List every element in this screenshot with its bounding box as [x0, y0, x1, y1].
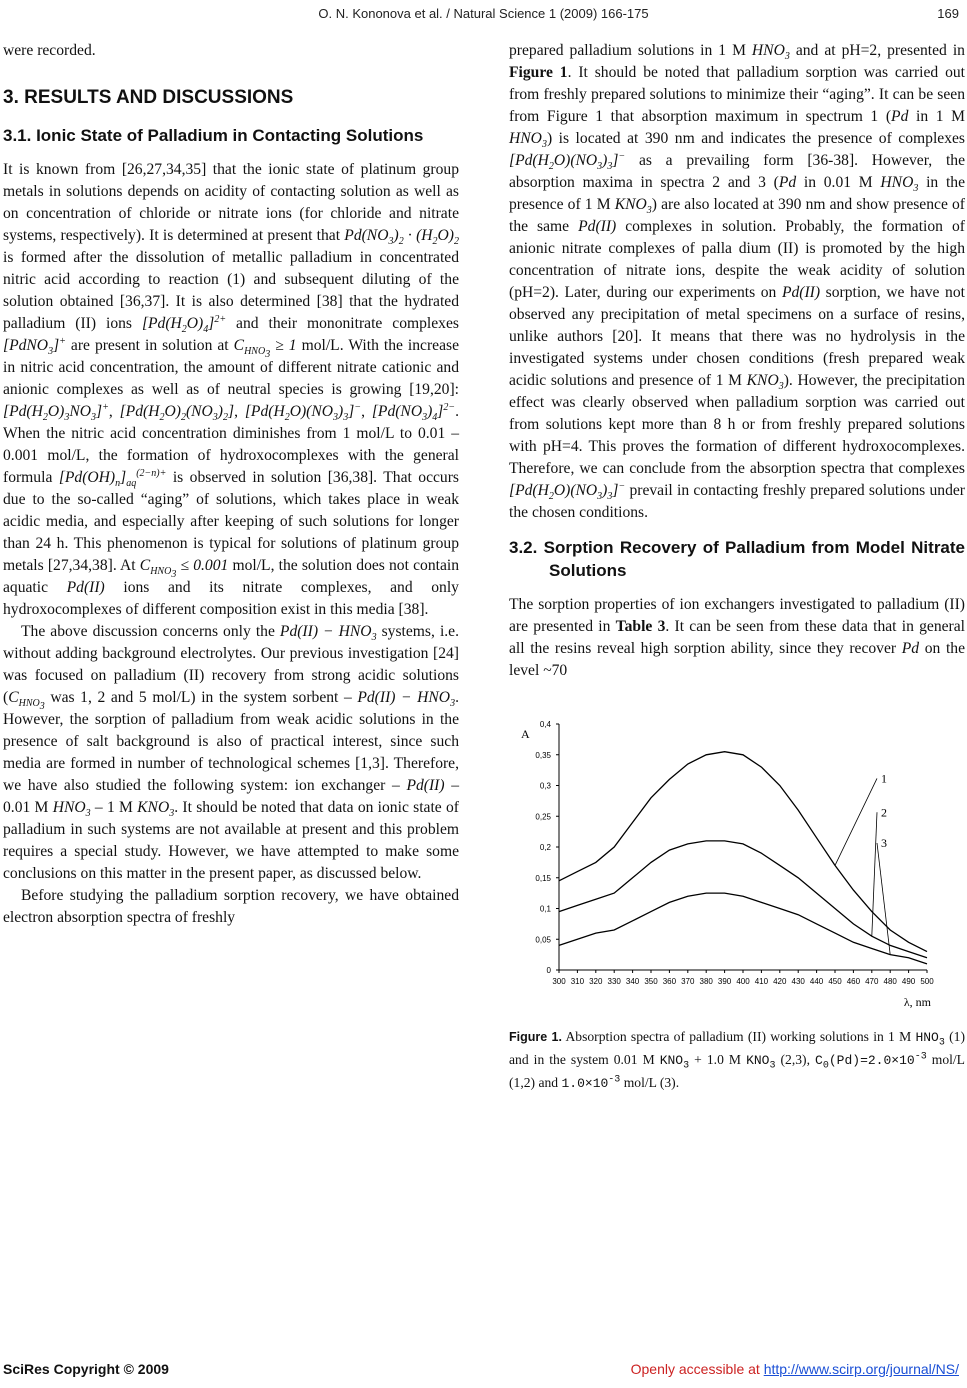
series-1-label: 1: [881, 771, 887, 786]
formula-h2o-2: $(H_2O)_2$: [416, 227, 459, 248]
x-tick-label: 330: [607, 977, 621, 986]
series-1-leader: [835, 778, 877, 865]
x-tick-label: 500: [920, 977, 934, 986]
y-tick-label: 0: [546, 966, 551, 975]
formula-c-hno3-le: $C_{HNO_3} \le 0.001$: [139, 557, 229, 581]
y-tick-label: 0,2: [539, 843, 551, 852]
table-reference: Table 3: [615, 618, 666, 635]
x-tick-label: 390: [717, 977, 732, 986]
header-title: O. N. Kononova et al. / Natural Science 1 (2009) 166-175: [318, 6, 649, 21]
page-footer: [0, 1361, 967, 1383]
formula-complex-list: $[Pd(H_2O)_3NO_3]^+$: [3, 401, 109, 424]
subsection-heading-sorption: 3.2. Sorption Recovery of Palladium from Model Nitrate Solutions: [509, 538, 965, 580]
copyright-text: SciRes Copyright © 2009: [3, 1361, 169, 1377]
left-column: [3, 40, 459, 929]
absorption-spectra-svg: [509, 702, 965, 1022]
formula-pd-h2o-4: $[Pd(H_2O)_4]^{2+}$: [141, 313, 227, 336]
x-axis-label: λ, nm: [903, 995, 931, 1009]
y-tick-label: 0,3: [539, 781, 551, 791]
x-tick-label: 380: [699, 977, 713, 986]
series-3-leader: [877, 843, 890, 955]
right-column: [509, 40, 965, 1095]
para-ionic-state: It is known from [26,27,34,35] that the ionic state of platinum group metals in solutions depends on acidity of contacting solution as well as on concentration of chloride or nitrate ions (for chloride and nitrate systems, respectively). It is determined at present that $Pd(NO_3)_2 \cdot (H_2O)_2$ is formed after the dissolution of metallic palladium in concentrated nitric acid according to reaction (1) and subsequent diluting of the solution obtained [36,37]. It is also determined [38] that the hydrated palladium (II) ions $[Pd(H_2O)_4]^{2+}$ and their mononitrate complexes [PdNO$_3$]+ are present in solution at $C_{HNO_3} \ge 1$ mol/L. With the increase in nitric acid concentration, the amount of different nitrate cationic and anionic complexes as well as of neutral species is growing [19,20]: $[Pd(H_2O)_3NO_3]^+$, $[Pd(H_2O)_2(NO_3)_2]$, $[Pd(H_2O)(NO_3)_3]^-$, $[Pd(NO_3)_4]^{2-}$. When the nitric acid concentration diminishes from 1 mol/L to 0.01 – 0.001 mol/L, the formation of hydroxocomplexes with the general formula $[Pd(OH)_n]_{aq}^{(2-n)+}$ is observed in solution [36,38]. That occurs due to the so-called “aging” of solutions, which takes place in weak acidic media, and especially after keeping of such solutions for longer than 24 h. This phenomenon is typical for solutions of platinum group metals [27,34,38]. At $C_{HNO_3} \le 0.001$ mol/L, the solution does not contain aquatic Pd(II) ions and its nitrate complexes, and only hydroxocomplexes of different composition exist in this media [38].: [3, 161, 460, 618]
x-tick-label: 350: [644, 977, 658, 986]
y-tick-label: 0,35: [535, 750, 551, 760]
x-tick-label: 360: [662, 977, 677, 986]
figure-reference: Figure 1: [509, 64, 568, 81]
y-axis-label: A: [521, 727, 530, 741]
y-tick-label: 0,4: [539, 720, 551, 729]
series-2-line: [559, 841, 927, 958]
x-tick-label: 440: [809, 977, 824, 986]
x-tick-label: 340: [625, 977, 640, 986]
figure-1-chart: [509, 702, 965, 1022]
series-2-leader: [872, 812, 877, 936]
series-2-label: 2: [881, 805, 887, 820]
subsection-heading-ionic-state: 3.1. Ionic State of Palladium in Contacting Solutions: [3, 126, 424, 145]
para-spectra: prepared palladium solutions in 1 M $HNO_3$ and at pH=2, presented in Figure 1. It should be noted that palladium sorption was carried out from freshly prepared solutions to minimize their “aging”. It can be seen from Figure 1 that absorption maximum in spectrum 1 (Pd in 1 M $HNO_3$) is located at 390 nm and indicates the presence of complexes $[Pd(H_2O)(NO_3)_3]^-$ as a prevailing form [36-38]. However, the absorption maxima in spectra 2 and 3 (Pd in 0.01 M $HNO_3$ in the presence of 1 M $KNO_3$) are also located at 390 nm and show presence of the same Pd(II) complexes in solution. Probably, the formation of anionic nitrate complexes of palla dium (II) is promoted by the high concentration of nitrate ions, despite the weak acidity of solution (pH=2). Later, during our experiments on Pd(II) sorption, we have not observed any precipitation of metal specimens on a surface of resins, unlike authors [20]. It means that there was no hydrolysis in the investigated systems under chosen conditions (fresh prepared weak acidic solutions and presence of 1 M $KNO_3$). However, the precipitation effect was clearly observed when palladium sorption was carried out from solutions kept more than 8 h or from freshly prepared solutions with pH=4. This proves the formation of different hydroxocomplexes. Therefore, we can conclude from the absorption spectra that complexes $[Pd(H_2O)(NO_3)_3]^-$ prevail in contacting freshly prepared solutions under the chosen conditions.: [509, 42, 966, 521]
x-tick-label: 450: [828, 977, 842, 986]
running-header: [0, 6, 967, 26]
para-sorption-properties: The sorption properties of ion exchangers investigated to palladium (II) are presented in Table 3. It can be seen from these data that in general all the resins reveal high sorption ability, since they recover Pd on the level ~70: [509, 596, 966, 679]
section-heading-results: 3. RESULTS AND DISCUSSIONS: [3, 87, 294, 108]
para-before-studying: Before studying the palladium sorption recovery, we have obtained electron absorption spectra of freshly: [3, 887, 459, 926]
formula-hydroxocomplex: $[Pd(OH)_n]_{aq}^{(2-n)+}$: [58, 467, 167, 490]
y-tick-label: 0,1: [539, 904, 551, 914]
x-tick-label: 490: [901, 977, 916, 986]
y-tick-label: 0,05: [535, 935, 551, 945]
series-1-line: [559, 752, 927, 952]
page-number: 169: [937, 6, 959, 21]
figure-1-caption: Figure 1. Absorption spectra of palladium (II) working solutions in 1 M $HNO_3$ (1) and in the system 0.01 M $KNO_3 + 1.0$ M $KNO_3$ (2,3), $C_0(Pd)=2.0\times 10^{-3}$ mol/L (1,2) and $1.0\times 10^{-3}$ mol/L (3).: [509, 1029, 965, 1091]
caption-label: Figure 1.: [509, 1030, 562, 1044]
para-recorded: were recorded.: [3, 42, 96, 59]
x-tick-label: 460: [846, 977, 861, 986]
formula-pdno3: [PdNO$_3$]+: [3, 335, 66, 358]
x-tick-label: 320: [589, 977, 603, 986]
x-tick-label: 410: [754, 977, 769, 986]
x-tick-label: 430: [791, 977, 805, 986]
series-3-label: 3: [881, 836, 887, 850]
formula-pd-no3-2: $Pd(NO_3)_2$ ·: [344, 227, 412, 248]
open-access-notice: Openly accessible at http://www.scirp.org/journal/NS/: [630, 1361, 959, 1377]
formula-c-hno3-ge-1: $C_{HNO_3} \ge 1$: [233, 337, 297, 361]
y-tick-label: 0,25: [535, 812, 551, 822]
para-background-electrolytes: The above discussion concerns only the $Pd(II) - HNO_3$ systems, i.e. without adding background electrolytes. Our previous investigation [24] was focused on palladium (II) recovery from strong acidic solutions ($C_{HNO_3}$ was 1, 2 and 5 mol/L) in the system sorbent – $Pd(II) - HNO_3$. However, the sorption of palladium from weak acidic solutions in the presence of salt background is also of practical interest, since such media are formed in number of technological schemes [1,3]. Therefore, we have also studied the following system: ion exchanger – Pd(II) – 0.01 M $HNO_3 - 1$ M $KNO_3$. It should be noted that data on ionic state of palladium in such systems are not available at present and this problem requires a special study. However, we have attempted to make some conclusions on this matter in the present paper, as discussed below.: [3, 623, 459, 882]
x-tick-label: 370: [681, 977, 695, 986]
x-tick-label: 470: [865, 977, 879, 986]
x-tick-label: 400: [736, 977, 750, 986]
x-tick-label: 420: [773, 977, 787, 986]
x-tick-label: 300: [552, 977, 566, 986]
y-tick-label: 0,15: [535, 873, 551, 883]
x-tick-label: 310: [570, 977, 585, 986]
journal-link[interactable]: http://www.scirp.org/journal/NS/: [763, 1361, 959, 1377]
x-tick-label: 480: [883, 977, 897, 986]
